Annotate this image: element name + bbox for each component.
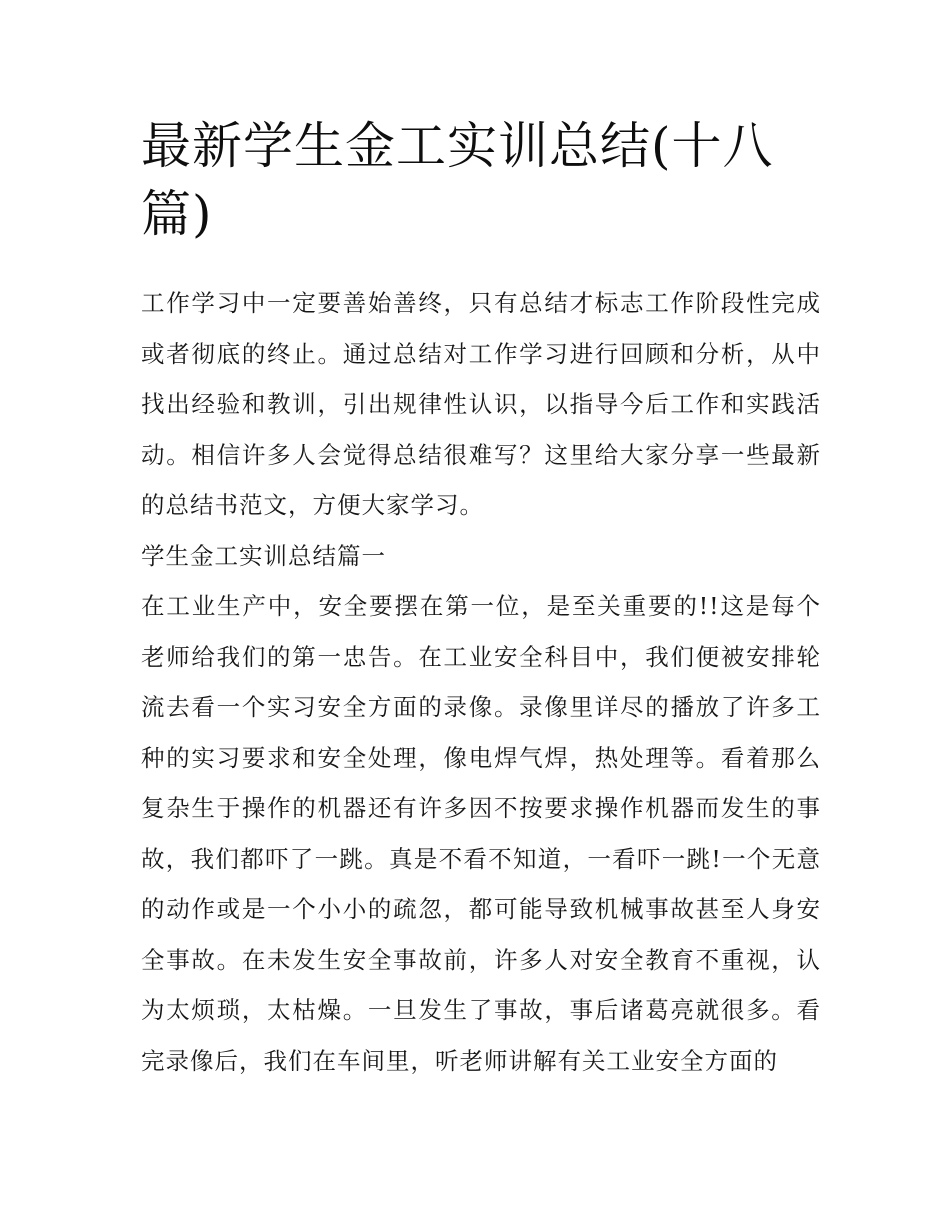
intro-paragraph: 工作学习中一定要善始善终，只有总结才标志工作阶段性完成或者彻底的终止。通过总结对工作学习进行回顾和分析，从中找出经验和教训，引出规律性认识，以指导今后工作和实践活动。相信许多人会觉得总结很难写？这里给大家分享一些最新的总结书范文，方便大家学习。 [141, 289, 821, 519]
section-body-paragraph: 在工业生产中，安全要摆在第一位，是至关重要的!!这是每个老师给我们的第一忠告。在工业安全科目中，我们便被安排轮流去看一个实习安全方面的录像。录像里详尽的播放了许多工种的实习要求和安全处理，像电焊气焊，热处理等。看着那么复杂生于操作的机器还有许多因不按要求操作机器而发生的事故，我们都吓了一跳。真是不看不知道，一看吓一跳!一个无意的动作或是一个小小的疏忽，都可能导致机械事故甚至人身安全事故。在未发生安全事故前，许多人对安全教育不重视，认为太烦琐，太枯燥。一旦发生了事故，事后诸葛亮就很多。看完录像后，我们在车间里，听老师讲解有关工业安全方面的 [141, 592, 821, 1075]
document-title: 最新学生金工实训总结(十八篇) [141, 117, 774, 243]
section-heading: 学生金工实训总结篇一 [141, 541, 386, 570]
document-content [141, 112, 821, 1086]
